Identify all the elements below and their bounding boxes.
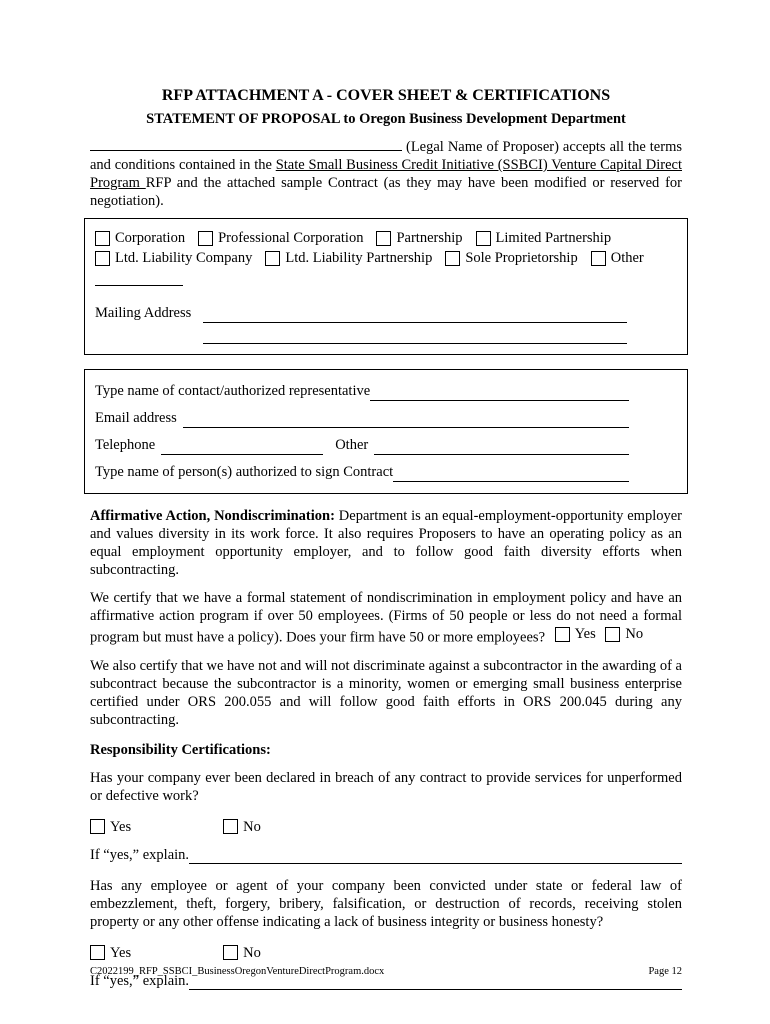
employees-no-checkbox[interactable] xyxy=(605,625,643,643)
checkbox-icon xyxy=(591,251,606,266)
checkbox-corporation[interactable] xyxy=(95,228,185,248)
checkbox-professional-corporation[interactable] xyxy=(198,228,363,248)
no-label: No xyxy=(625,626,644,642)
document-subtitle: STATEMENT OF PROPOSAL to Oregon Business Development Department xyxy=(146,111,626,127)
checkbox-icon xyxy=(476,231,491,246)
checkbox-label: Other xyxy=(610,250,644,266)
contact-name-label: Type name of contact/authorized representative xyxy=(95,383,371,399)
certify-employees-text: We certify that we have a formal statement of nondiscrimination in employment policy and have an affirmative action program if over 50 employees. (Firms of 50 people or less do not need a formal program but must have a policy). Does your firm have 50 or more employees? xyxy=(90,590,682,646)
checkbox-icon xyxy=(90,819,105,834)
sign-name-blank[interactable] xyxy=(393,467,629,482)
sign-name-label: Type name of person(s) authorized to sign Contract xyxy=(95,464,394,480)
checkbox-limited-partnership[interactable] xyxy=(476,228,612,248)
intro-paragraph xyxy=(90,138,682,210)
sign-name-row xyxy=(95,463,675,482)
yes-label: Yes xyxy=(110,944,132,961)
checkbox-icon xyxy=(376,231,391,246)
email-blank[interactable] xyxy=(183,413,629,428)
mailing-address-row-2 xyxy=(95,329,675,344)
mailing-address-label: Mailing Address xyxy=(95,305,192,321)
mailing-address-row xyxy=(95,304,675,323)
checkbox-icon xyxy=(223,945,238,960)
checkbox-icon xyxy=(90,945,105,960)
checkbox-ltd-liability-partnership[interactable] xyxy=(265,248,432,268)
no-label: No xyxy=(243,944,261,961)
explain-label: If “yes,” explain. xyxy=(90,972,190,989)
yes-label: Yes xyxy=(574,626,596,642)
certify-employees-paragraph xyxy=(90,589,682,647)
explain-label: If “yes,” explain. xyxy=(90,846,190,863)
checkbox-ltd-liability-company[interactable] xyxy=(95,248,252,268)
checkbox-icon xyxy=(95,231,110,246)
checkbox-other[interactable] xyxy=(591,248,644,268)
other-specify-blank[interactable] xyxy=(95,272,183,286)
employees-yes-checkbox[interactable] xyxy=(555,625,596,643)
breach-question xyxy=(90,769,682,805)
contact-info-box xyxy=(84,369,688,494)
entity-type-box xyxy=(84,218,688,355)
checkbox-label: Partnership xyxy=(396,230,463,246)
checkbox-icon xyxy=(223,819,238,834)
affirmative-action-text: Department is an equal-employment-opportunity employer and values diversity in its work force. It also requires Proposers to have an operating policy as an equal employment opportunity employer, and to follow good faith diversity efforts when subcontracting. xyxy=(90,508,682,578)
telephone-label: Telephone xyxy=(95,437,156,453)
other-blank-row xyxy=(95,272,675,291)
checkbox-label: Sole Proprietorship xyxy=(465,250,578,266)
checkbox-label: Corporation xyxy=(115,230,186,246)
email-label: Email address xyxy=(95,410,177,426)
intro-text-tail: RFP and the attached sample Contract (as they may have been modified or reserved for negotiation). xyxy=(90,175,682,209)
contact-name-row xyxy=(95,382,675,401)
entity-type-row-1 xyxy=(95,228,675,248)
q1-yesno-row xyxy=(90,818,682,836)
document-title: RFP ATTACHMENT A - COVER SHEET & CERTIFICATIONS xyxy=(161,87,611,104)
mailing-address-blank-2[interactable] xyxy=(203,329,627,344)
checkbox-sole-proprietorship[interactable] xyxy=(445,248,577,268)
certify-nondiscrimination-text: We also certify that we have not and will not discriminate against a subcontractor in the awarding of a subcontract because the subcontractor is a minority, women or emerging small business enterprise certified under ORS 200.055 and will follow good faith efforts in ORS 200.045 during any subcontracting. xyxy=(90,657,682,728)
conviction-question-text: Has any employee or agent of your company been convicted under state or federal law of embezzlement, theft, forgery, bribery, falsification, or destruction of records, receiving stolen property or any other offense indicating a lack of business integrity or business honesty? xyxy=(90,877,682,930)
breach-question-text: Has your company ever been declared in breach of any contract to provide services for unperformed or defective work? xyxy=(90,769,682,804)
checkbox-label: Professional Corporation xyxy=(218,230,364,246)
q2-yesno-row xyxy=(90,944,682,962)
checkbox-partnership[interactable] xyxy=(376,228,462,248)
footer-filename: C2022199_RFP_SSBCI_BusinessOregonVentureDirectProgram.docx xyxy=(90,966,385,977)
affirmative-action-lead: Affirmative Action, Nondiscrimination: xyxy=(90,508,335,524)
checkbox-icon xyxy=(95,251,110,266)
footer-page-number: Page 12 xyxy=(648,966,682,977)
entity-type-row-2 xyxy=(95,248,675,268)
other-phone-label: Other xyxy=(335,437,369,453)
other-phone-blank[interactable] xyxy=(374,440,629,455)
telephone-row xyxy=(95,436,675,455)
affirmative-action-paragraph xyxy=(90,507,682,579)
no-label: No xyxy=(243,818,261,835)
checkbox-icon xyxy=(265,251,280,266)
q2-yes-checkbox[interactable] xyxy=(90,944,131,962)
q1-explain-row xyxy=(90,846,682,864)
responsibility-heading: Responsibility Certifications: xyxy=(90,741,271,758)
q1-yes-checkbox[interactable] xyxy=(90,818,131,836)
q1-explain-blank[interactable] xyxy=(189,849,682,864)
q1-no-checkbox[interactable] xyxy=(223,818,261,836)
email-row xyxy=(95,409,675,428)
checkbox-icon xyxy=(445,251,460,266)
contact-name-blank[interactable] xyxy=(370,386,629,401)
legal-name-blank[interactable] xyxy=(90,138,402,151)
checkbox-icon xyxy=(198,231,213,246)
checkbox-label: Limited Partnership xyxy=(495,230,612,246)
program-name-text: State Small Business Credit Initiative (SSBCI) Venture Capital Direct Program xyxy=(90,157,682,191)
intro-text: (Legal Name of Proposer) accepts all the terms and conditions contained in the xyxy=(90,139,682,173)
yes-label: Yes xyxy=(110,818,132,835)
telephone-blank[interactable] xyxy=(161,440,323,455)
certify-nondiscrimination-paragraph xyxy=(90,657,682,729)
checkbox-label: Ltd. Liability Partnership xyxy=(285,250,433,266)
page-footer xyxy=(90,965,682,978)
checkbox-label: Ltd. Liability Company xyxy=(115,250,253,266)
checkbox-icon xyxy=(605,627,620,642)
mailing-address-blank-1[interactable] xyxy=(203,308,627,323)
q2-no-checkbox[interactable] xyxy=(223,944,261,962)
conviction-question xyxy=(90,877,682,931)
checkbox-icon xyxy=(555,627,570,642)
